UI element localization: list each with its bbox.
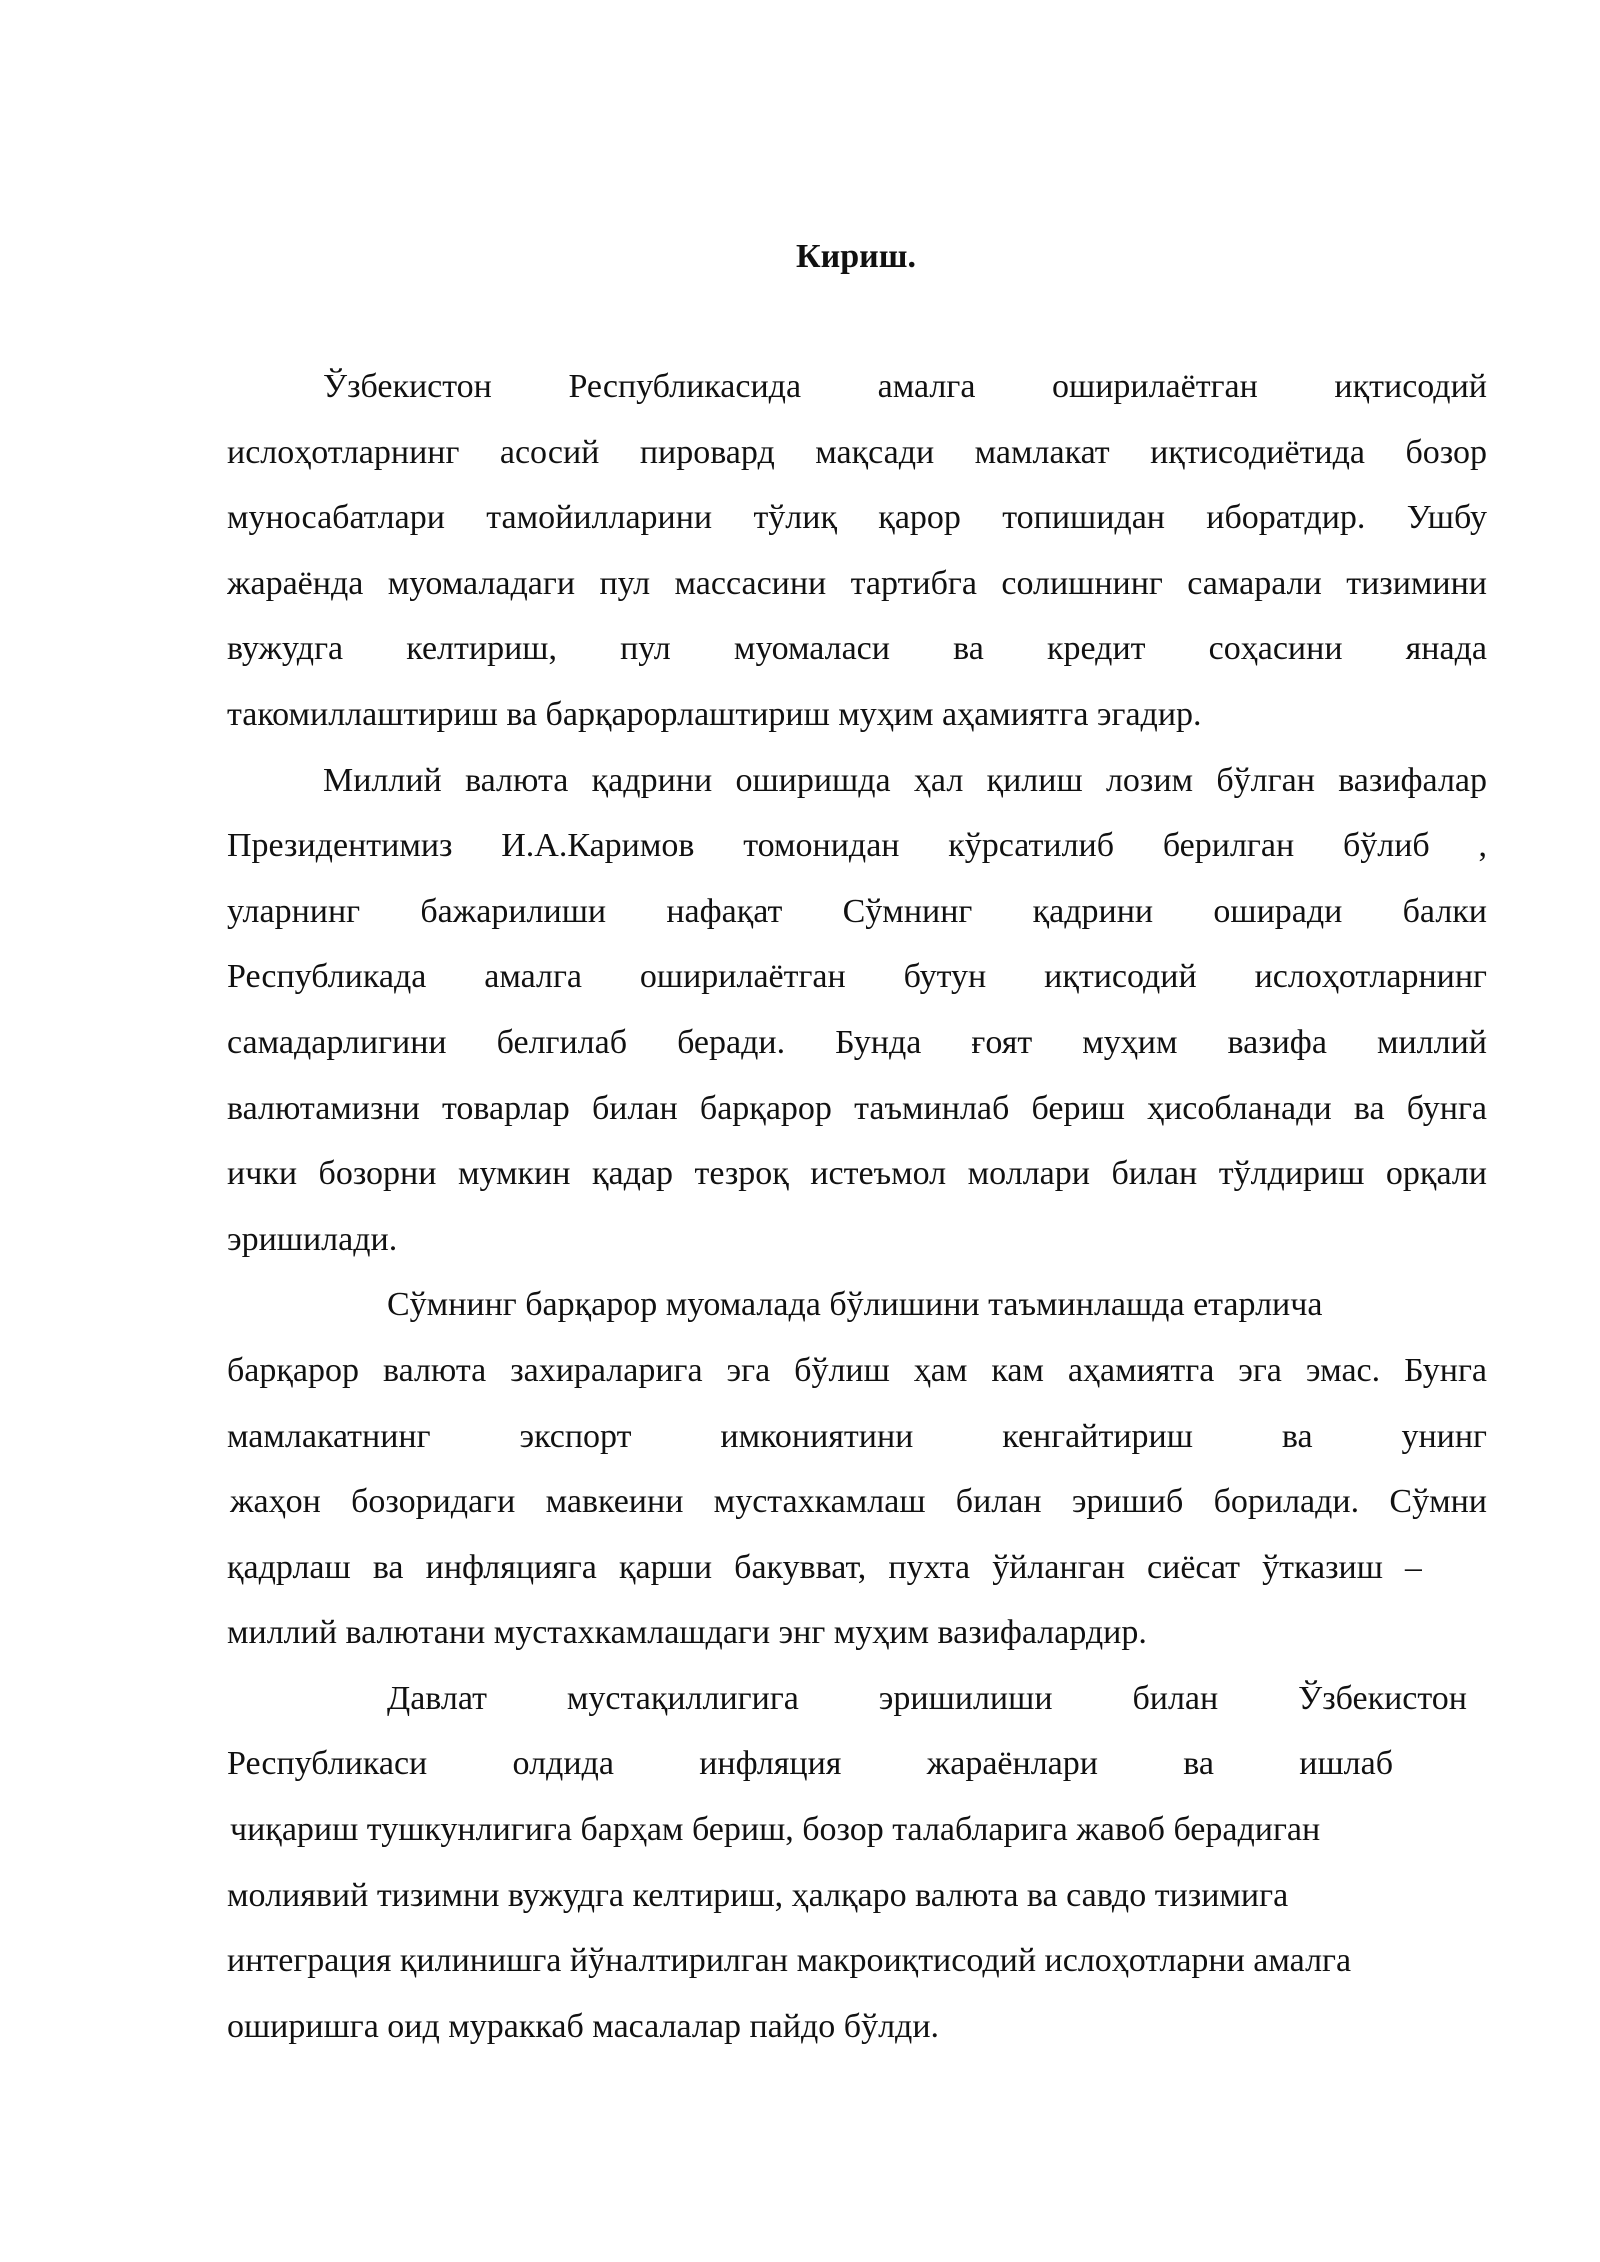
- text-line: Республикаси олдида инфляция жараёнлари ва ишлаб: [227, 1745, 1393, 1783]
- page-title: Кириш.: [796, 238, 916, 275]
- text-line: самадарлигини белгилаб беради. Бунда ғоят муҳим вазифа миллий: [227, 1023, 1487, 1061]
- text-line: Республикада амалга оширилаётган бутун иқтисодий ислоҳотларнинг: [227, 958, 1487, 996]
- text-line: уларнинг бажарилиши нафақат Сўмнинг қадрини оширади балки: [227, 892, 1487, 930]
- text-line: миллий валютани мустахкамлашдаги энг муҳим вазифалардир.: [227, 1614, 1147, 1652]
- text-line: Давлат мустақиллигига эришилиши билан Ўзбекистон: [387, 1679, 1467, 1717]
- text-line: жараёнда муомаладаги пул массасини тартибга солишнинг самарали тизимини: [227, 564, 1487, 602]
- text-line: мамлакатнинг экспорт имкониятини кенгайтириш ва унинг: [227, 1417, 1487, 1455]
- text-line: оширишга оид мураккаб масалалар пайдо бўлди.: [227, 2007, 940, 2045]
- paragraph-1: [227, 354, 1487, 748]
- paragraph-2: [227, 748, 1487, 1273]
- text-line: валютамизни товарлар билан барқарор таъминлаб бериш ҳисобланади ва бунга: [227, 1089, 1487, 1127]
- document-body: [227, 354, 1487, 2059]
- paragraph-4: [227, 1666, 1487, 2060]
- text-line: эришилади.: [227, 1220, 398, 1258]
- text-line: молиявий тизимни вужудга келтириш, ҳалқаро валюта ва савдо тизимига: [227, 1876, 1289, 1914]
- text-line: Миллий валюта қадрини оширишда ҳал қилиш лозим бўлган вазифалар: [323, 761, 1487, 799]
- text-line: такомиллаштириш ва барқарорлаштириш муҳим аҳамиятга эгадир.: [227, 695, 1202, 733]
- text-line: жаҳон бозоридаги мавкеини мустахкамлаш билан эришиб борилади. Сўмни: [230, 1483, 1487, 1521]
- text-line: қадрлаш ва инфляцияга қарши бакувват, пухта ўйланган сиёсат ўтказиш –: [227, 1548, 1422, 1586]
- text-line: муносабатлари тамойилларини тўлиқ қарор топишидан иборатдир. Ушбу: [227, 499, 1487, 537]
- text-line: барқарор валюта захираларига эга бўлиш ҳам кам аҳамиятга эга эмас. Бунга: [227, 1351, 1487, 1389]
- text-line: вужудга келтириш, пул муомаласи ва кредит соҳасини янада: [227, 630, 1487, 668]
- text-line: интеграция қилинишга йўналтирилган макроиқтисодий ислоҳотларни амалга: [227, 1942, 1352, 1980]
- text-line: Сўмнинг барқарор муомалада бўлишини таъминлашда етарлича: [387, 1286, 1323, 1324]
- text-line: Президентимиз И.А.Каримов томонидан кўрсатилиб берилган бўлиб ,: [227, 827, 1487, 865]
- text-line: чиқариш тушкунлигига барҳам бериш, бозор талабларига жавоб берадиган: [230, 1811, 1321, 1849]
- text-line: ички бозорни мумкин қадар тезроқ истеъмол моллари билан тўлдириш орқали: [227, 1155, 1487, 1193]
- text-line: ислоҳотларнинг асосий пировард мақсади мамлакат иқтисодиётида бозор: [227, 433, 1487, 471]
- text-line: Ўзбекистон Республикасида амалга оширилаётган иқтисодий: [323, 368, 1487, 405]
- paragraph-3: [227, 1272, 1487, 1666]
